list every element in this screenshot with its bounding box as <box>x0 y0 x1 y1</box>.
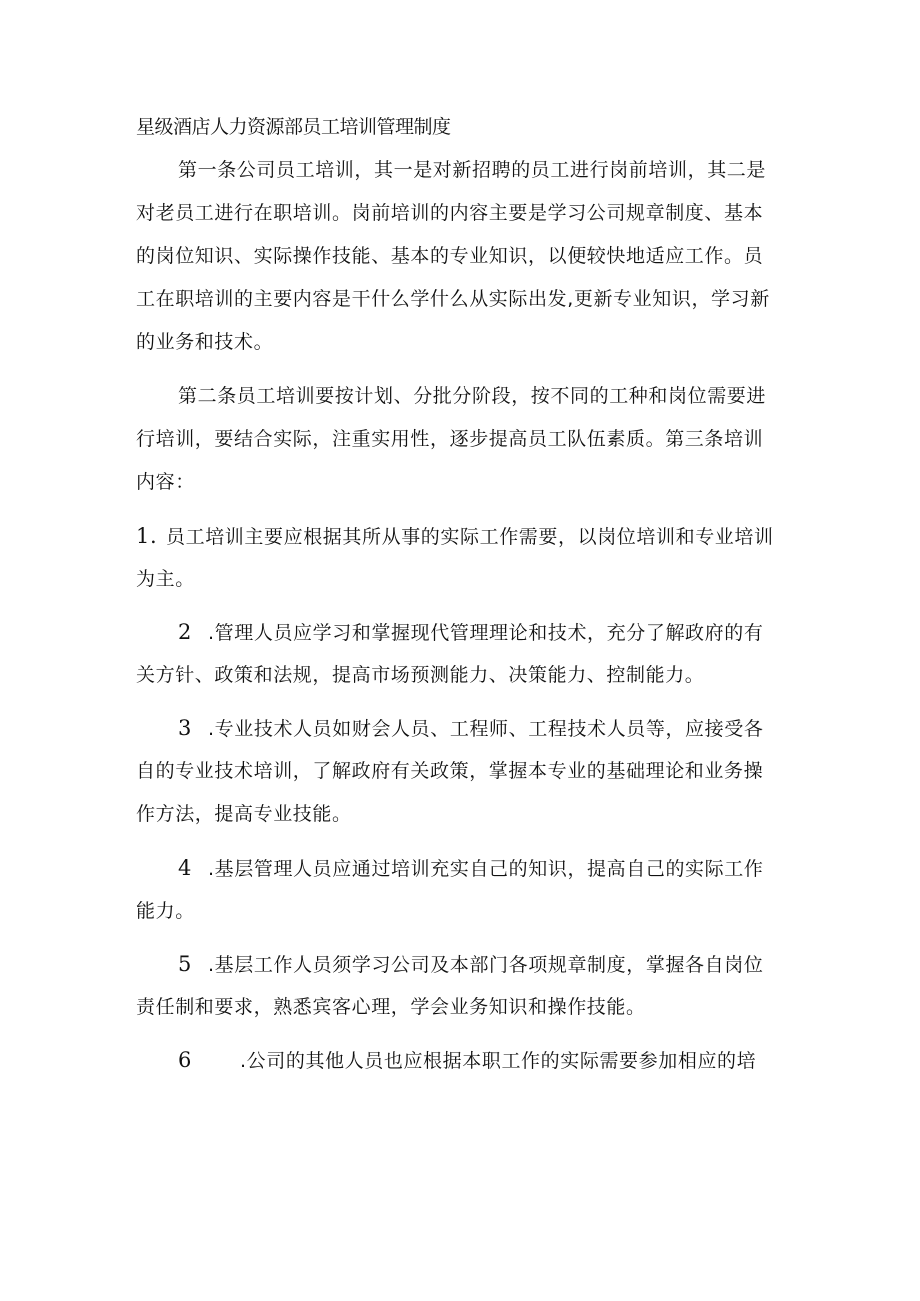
list-item-4-line <box>178 855 763 882</box>
paragraph-line: 作方法，提高专业技能。 <box>136 803 352 825</box>
paragraph-line: 工在职培训的主要内容是干什么学什么从实际出发,更新专业知识，学习新 <box>136 288 770 310</box>
list-item-text: .专业技术人员如财会人员、工程师、工程技术人员等，应接受各 <box>208 718 764 740</box>
list-item-text: .基层管理人员应通过培训充实自己的知识，提高自己的实际工作 <box>208 858 764 880</box>
list-item-number: 1. <box>136 524 158 548</box>
list-item-number: 3 <box>178 716 192 740</box>
list-item-number: 4 <box>178 856 192 880</box>
paragraph-line: 关方针、政策和法规，提高市场预测能力、决策能力、控制能力。 <box>136 664 705 686</box>
paragraph-line: 自的专业技术培训，了解政府有关政策，掌握本专业的基础理论和业务操 <box>136 760 764 782</box>
list-item-text: 员工培训主要应根据其所从事的实际工作需要，以岗位培训和专业培训 <box>166 526 774 548</box>
paragraph-line: 为主。 <box>136 568 195 590</box>
list-item-number: 6 <box>178 1048 192 1072</box>
list-item-text: .管理人员应学习和掌握现代管理理论和技术，充分了解政府的有 <box>208 622 764 644</box>
list-item-number: 2 <box>178 620 192 644</box>
list-item-text: .基层工作人员须学习公司及本部门各项规章制度，掌握各自岗位 <box>208 954 764 976</box>
list-item-6-line <box>178 1047 756 1074</box>
paragraph-line: 第二条员工培训要按计划、分批分阶段，按不同的工种和岗位需要进 <box>178 385 767 407</box>
paragraph-line: 第一条公司员工培训，其一是对新招聘的员工进行岗前培训，其二是 <box>178 159 767 181</box>
paragraph-line: 内容： <box>136 471 195 493</box>
list-item-text: .公司的其他人员也应根据本职工作的实际需要参加相应的培 <box>240 1050 757 1072</box>
document-title: 星级酒店人力资源部员工培训管理制度 <box>136 116 451 138</box>
list-item-2-line <box>178 619 763 646</box>
paragraph-line: 行培训，要结合实际，注重实用性，逐步提高员工队伍素质。第三条培训 <box>136 428 764 450</box>
list-item-1-line <box>136 523 774 550</box>
paragraph-line: 对老员工进行在职培训。岗前培训的内容主要是学习公司规章制度、基本 <box>136 202 764 224</box>
paragraph-line: 责任制和要求，熟悉宾客心理，学会业务知识和操作技能。 <box>136 996 646 1018</box>
paragraph-line: 能力。 <box>136 900 195 922</box>
list-item-3-line <box>178 715 763 742</box>
list-item-5-line <box>178 951 763 978</box>
paragraph-line: 的业务和技术。 <box>136 331 274 353</box>
list-item-number: 5 <box>178 952 192 976</box>
paragraph-line: 的岗位知识、实际操作技能、基本的专业知识，以便较快地适应工作。员 <box>136 245 764 267</box>
